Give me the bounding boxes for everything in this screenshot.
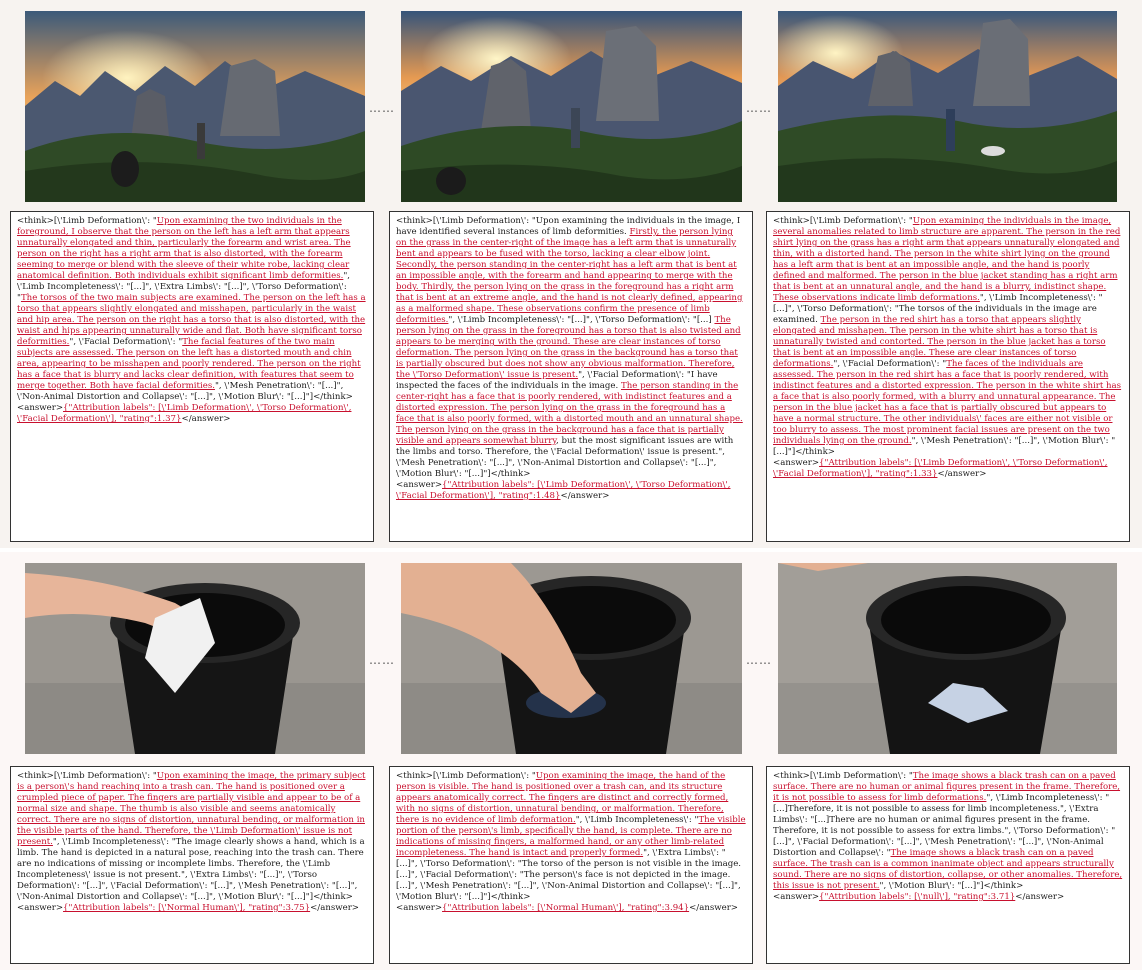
highlighted-segment: The person in the red shirt has a torso that appears slightly elongated and misshapen. The person in the white shirt has a torso that is unnaturally twisted and contorted. The person in the blue jacket has a torso that is bent at an impossible angle. These are clear instances of torso deformations. xyxy=(773,315,1106,369)
ellipsis-separator: …… xyxy=(746,101,772,115)
model-output-box-5 xyxy=(389,766,753,964)
highlighted-segment: {"Attribution labels": [\'Limb Deformation\', \'Torso Deformation\', \'Facial Deformation\'], "rating":1.48} xyxy=(396,480,731,501)
highlighted-segment: {"Attribution labels": [\'Normal Human\'], "rating":3.75} xyxy=(63,903,311,913)
text-segment: ", \'Facial Deformation\': "I have inspected the faces of the individuals in the image. xyxy=(396,370,718,391)
highlighted-segment: {"Attribution labels": [\'Normal Human\'], "rating":3.94} xyxy=(442,903,690,913)
text-segment: ", \'Limb Incompleteness\': "[...]", \'Torso Deformation\': "[...] xyxy=(448,315,715,325)
text-segment: ", \'Motion Blur\': "[...]"]</think> xyxy=(879,881,1024,891)
text-segment: <think>[\'Limb Deformation\': " xyxy=(17,216,157,226)
text-segment: <answer> xyxy=(396,480,443,490)
mountain-image-3 xyxy=(778,11,1117,202)
figure-panel-trashcan xyxy=(0,552,1142,970)
highlighted-segment: The person lying on the grass in the foreground has a torso that is also twisted and appears to be merging with the ground. These are clear instances of torso deformation. The person lying on the grass in the background has a torso that is partially obscured but does not show any obvious malformation. Therefore, the \'Torso Deformation\' issue is present. xyxy=(396,315,741,380)
text-segment: ", \'Limb Incompleteness\': "[...]Therefore, it is not possible to assess for limb incompleteness.", \'Extra Limbs\': "[...]There are no human or animal figures present in the frame. Therefore, it is not possible to assess for extra limbs.", \'Torso Deformation\': "[...]", \'Facial Deformation\': "[...]", \'Mesh Penetration\': "[...]", \'Non-Animal Distortion and Collapse\': " xyxy=(773,793,1116,858)
text-segment: , but the most significant issues are with the limbs and torso. Therefore, the \'Facial Deformation\' issue is present.", \'Mesh Penetration\': "[...]", \'Non-Animal Distortion and Collapse\': "[...]", \'Motion Blur\': "[...]"]</think> xyxy=(396,436,734,479)
text-segment: </answer> xyxy=(560,491,610,501)
model-output-box-4 xyxy=(10,766,374,964)
text-segment: <think>[\'Limb Deformation\': " xyxy=(17,771,157,781)
text-segment: </answer> xyxy=(181,414,231,424)
text-segment: </answer> xyxy=(1015,892,1065,902)
highlighted-segment: {"Attribution labels": [\'null\'], "rating":3.71} xyxy=(819,892,1016,902)
text-segment: ", \'Limb Incompleteness\': " xyxy=(575,815,699,825)
text-segment: ", \'Limb Incompleteness\': "[...]", \'Torso Deformation\': "The torsos of the individuals in the image are examined. xyxy=(773,293,1103,325)
model-output-box-1 xyxy=(10,211,374,542)
trashcan-image-2 xyxy=(401,563,742,754)
text-segment: </answer> xyxy=(937,469,987,479)
highlighted-segment: Upon examining the two individuals in the foreground, I observe that the person on the left has a left arm that appears unnaturally elongated and thin, particularly the forearm and wrist area. The person on the right has a right arm that is also distorted, with the forearm seeming to merge or blend with the sleeve of their white robe, lacking clear anatomical definition. Both individuals exhibit significant limb deformities. xyxy=(17,216,351,281)
highlighted-segment: Upon examining the individuals in the image, several anomalies related to limb structure are apparent. The person in the red shirt lying on the grass has a right arm that appears unnaturally elongated and thin, with a distorted hand. The person in the white shirt lying on the ground has a left arm that is bent at an impossible angle, and the hand is poorly defined and malformed. The person in the blue jacket standing has a right arm that is bent at an unnatural angle, and the hand is a blurry, indistinct shape. These observations indicate limb deformations. xyxy=(773,216,1121,303)
text-segment: <think>[\'Limb Deformation\': " xyxy=(396,771,536,781)
model-output-box-6 xyxy=(766,766,1130,964)
highlighted-segment: {"Attribution labels": [\'Limb Deformation\', \'Torso Deformation\', \'Facial Deformation\'], "rating":1.33} xyxy=(773,458,1108,479)
text-segment: <answer> xyxy=(396,903,443,913)
highlighted-segment: Upon examining the image, the hand of the person is visible. The hand is positioned over a trash can, and its structure appears anatomically correct. The fingers are distinct and correctly formed, with no signs of distortion, unnatural bending, or malformation. Therefore, there is no evidence of limb deformation. xyxy=(396,771,729,825)
text-segment: <answer> xyxy=(773,892,820,902)
text-segment: ", \'Extra Limbs\': "[...]", \'Torso Deformation\': "The torso of the person is not visible in the image. [...]", \'Facial Deformation\': "The person\'s face is not depicted in the image. [...]", \'Mesh Penetration\': "[...]", \'Non-Animal Distortion and Collapse\': "[...]", \'Motion Blur\': "[...]"]</think> xyxy=(396,848,742,902)
highlighted-segment: The person standing in the center-right has a face that is poorly rendered, with indistinct features and a distorted expression. The person lying on the grass in the foreground has a face that is also poorly formed, with a distorted mouth and an unnatural shape. The person lying on the grass in the background has a face that is partially visible and appears somewhat blurry xyxy=(396,381,743,446)
text-segment: </answer> xyxy=(689,903,739,913)
highlighted-segment: The torsos of the two main subjects are examined. The person on the left has a torso that appears slightly elongated and misshapen, particularly in the waist and hip area. The person on the right has a torso that is also distorted, with the waist and hips appearing unnaturally wide and flat. Both have significant torso deformities. xyxy=(17,293,366,347)
text-segment: <think>[\'Limb Deformation\': " xyxy=(773,771,913,781)
text-segment: ", \'Mesh Penetration\': "[...]", \'Motion Blur\': "[...]"]</think> xyxy=(773,436,1116,457)
text-segment: ", \'Limb Incompleteness\': "[...]", \'Extra Limbs\': "[...]", \'Torso Deformation\': " xyxy=(17,271,351,303)
text-segment: ", \'Limb Incompleteness\': "The image clearly shows a hand, which is a limb. The hand is depicted in a natural pose, reaching into the trash can. There are no indications of missing or incomplete limbs. Therefore, the \'Limb Incompleteness\' issue is not present.", \'Extra Limbs\': "[...]", \'Torso Deformation\': "[...]", \'Facial Deformation\': "[...]", \'Mesh Penetration\': "[...]", \'Non-Animal Distortion and Collapse\': "[...]", \'Motion Blur\': "[...]"]</think> xyxy=(17,837,365,902)
trashcan-image-3 xyxy=(778,563,1117,754)
highlighted-segment: The faces of the individuals are assessed. The person in the red shirt has a face that is poorly rendered, with indistinct features and a distorted expression. The person in the white shirt has a face that is also poorly formed, with a blurry and unnatural appearance. The person in the blue jacket has a face that is partially obscured but appears to have a normal structure. The other individuals\' faces are either not visible or too blurry to assess. The most prominent facial issues are present on the two individuals lying on the ground. xyxy=(773,359,1122,446)
ellipsis-separator: …… xyxy=(369,101,395,115)
text-segment: </answer> xyxy=(310,903,360,913)
highlighted-segment: {"Attribution labels": [\'Limb Deformation\', \'Torso Deformation\', \'Facial Deformation\'], "rating":1.37} xyxy=(17,403,352,424)
highlighted-segment: Upon examining the image, the primary subject is a person\'s hand reaching into a trash can. The hand is positioned over a crumpled piece of paper. The fingers are partially visible and appear to be of a normal size and shape. The thumb is also visible and seems anatomically correct. There are no signs of distortion, unnatural bending, or malformation in the visible parts of the hand. Therefore, the \'Limb Deformation\' issue is not present. xyxy=(17,771,366,847)
text-segment: <think>[\'Limb Deformation\': "Upon examining the individuals in the image, I have identified several instances of limb deformities. xyxy=(396,216,741,237)
text-segment: ", \'Facial Deformation\': " xyxy=(833,359,947,369)
highlighted-segment: Firstly, the person lying on the grass in the center-right of the image has a left arm that is unnaturally bent and appears to be fused with the torso, lacking a clear elbow joint. Secondly, the person standing in the center-right has a left arm that is bent at an impossible angle, with the forearm and hand appearing to merge with the body. Thirdly, the person lying on the grass in the foreground has a right arm that is bent at an extreme angle, and the hand is not clearly defined, appearing as a malformed shape. These observations confirm the presence of limb deformities. xyxy=(396,227,743,325)
ellipsis-separator: …… xyxy=(746,653,772,667)
highlighted-segment: The facial features of the two main subjects are assessed. The person on the left has a distorted mouth and chin area, appearing to be misshapen and poorly rendered. The person on the right has a face that is blurry and lacks clear definition, with features that seem to merge together. Both have facial deformities. xyxy=(17,337,361,391)
model-output-box-3 xyxy=(766,211,1130,542)
model-output-box-2 xyxy=(389,211,753,542)
text-segment: ", \'Mesh Penetration\': "[...]", \'Non-Animal Distortion and Collapse\': "[...]", \'Motion Blur\': "[...]"]</think> xyxy=(17,381,353,402)
text-segment: ", \'Facial Deformation\': " xyxy=(69,337,183,347)
mountain-image-2 xyxy=(401,11,742,202)
ellipsis-separator: …… xyxy=(369,653,395,667)
text-segment: <answer> xyxy=(17,403,64,413)
highlighted-segment: The image shows a black trash can on a paved surface. There are no human or animal figures present in the frame. Therefore, it is not possible to assess for limb deformations. xyxy=(773,771,1121,803)
highlighted-segment: The image shows a black trash can on a paved surface. The trash can is a common inanimate object and appears structurally sound. There are no signs of distortion, collapse, or other anomalies. Therefore, this issue is not present. xyxy=(773,848,1123,891)
text-segment: <answer> xyxy=(773,458,820,468)
highlighted-segment: The visible portion of the person\'s limb, specifically the hand, is complete. There are no indications of missing fingers, a malformed hand, or any other limb-related incompleteness. The hand is intact and properly formed. xyxy=(396,815,746,858)
mountain-image-1 xyxy=(25,11,365,202)
text-segment: <answer> xyxy=(17,903,64,913)
trashcan-image-1 xyxy=(25,563,365,754)
text-segment: <think>[\'Limb Deformation\': " xyxy=(773,216,913,226)
